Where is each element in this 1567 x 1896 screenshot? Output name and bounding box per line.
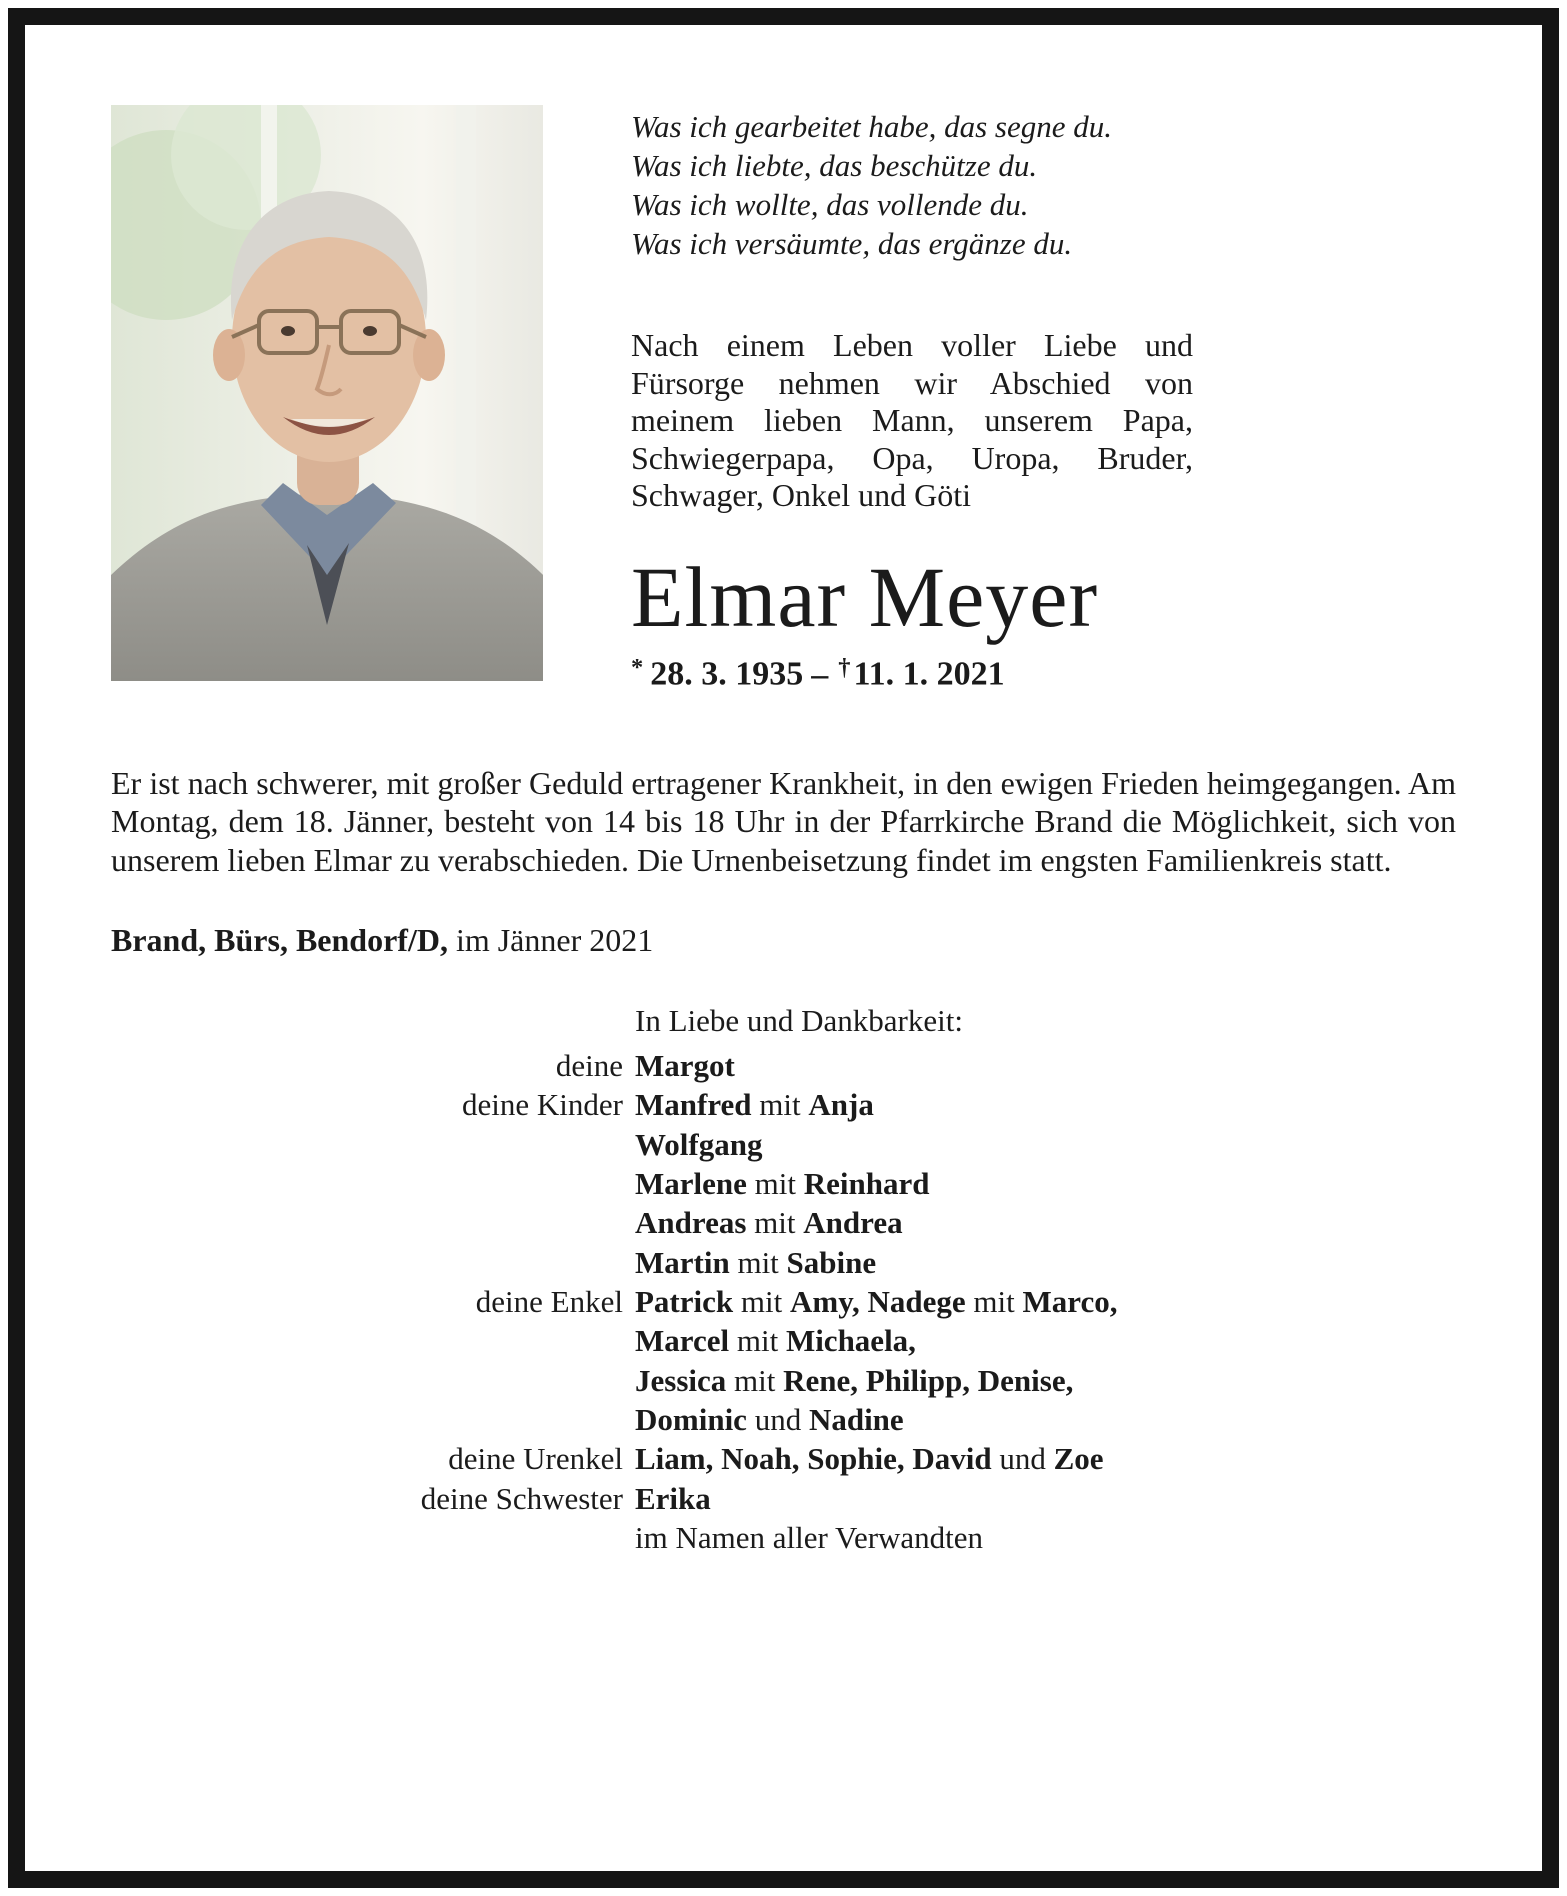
family-row xyxy=(111,1363,1456,1398)
family-relation-label xyxy=(111,1166,623,1201)
family-row xyxy=(111,1127,1456,1162)
family-names: Martin mit Sabine xyxy=(635,1244,877,1280)
family-relation-label xyxy=(111,1402,623,1437)
portrait-photo-illustration xyxy=(111,105,543,681)
family-names: Dominic und Nadine xyxy=(635,1402,904,1438)
life-dates xyxy=(631,654,1193,693)
deceased-name: Elmar Meyer xyxy=(631,549,1099,646)
family-names: Jessica mit Rene, Philipp, Denise, xyxy=(635,1362,1074,1398)
poem-line: Was ich versäumte, das ergänze du. xyxy=(631,226,1073,262)
family-list xyxy=(111,1003,1456,1556)
poem-line: Was ich gearbeitet habe, das segne du. xyxy=(631,109,1112,144)
death-date: 11. 1. 2021 xyxy=(853,655,1005,693)
family-names: Margot xyxy=(635,1048,735,1084)
family-row-intro xyxy=(111,1003,1456,1038)
location-line xyxy=(111,922,1456,959)
family-row xyxy=(111,1323,1456,1358)
family-relation-label: deine Urenkel xyxy=(448,1441,623,1477)
family-relation-label xyxy=(111,1363,623,1398)
obituary-text: Er ist nach schwerer, mit großer Geduld ertragener Krankheit, in den ewigen Frieden heimgegangen. Am Montag, dem 18. Jänner, besteht von 14 bis 18 Uhr in der Pfarrkirche Brand die Möglichkeit, sich von unserem lieben Elmar zu verabschieden. Die Urnenbeisetzung findet im engsten Familienkreis statt. xyxy=(111,764,1456,879)
family-relation-label: deine Kinder xyxy=(462,1087,623,1123)
right-column xyxy=(631,105,1193,694)
family-row-closing xyxy=(111,1520,1456,1555)
poem-line: Was ich wollte, das vollende du. xyxy=(631,187,1029,223)
family-names: Manfred mit Anja xyxy=(635,1087,874,1123)
poem xyxy=(631,107,1193,263)
family-names: Marlene mit Reinhard xyxy=(635,1166,930,1202)
birth-date: 28. 3. 1935 xyxy=(650,655,804,693)
location-date: im Jänner 2021 xyxy=(447,921,654,958)
location-places: Brand, Bürs, Bendorf/D, xyxy=(111,921,448,958)
farewell-text: Nach einem Leben voller Liebe und Fürsorge nehmen wir Abschied von meinem lieben Mann, unserem Papa, Schwiegerpapa, Opa, Uropa, Bruder, Schwager, Onkel und Göti xyxy=(631,327,1193,513)
death-symbol: † xyxy=(838,654,851,682)
portrait-photo xyxy=(111,105,543,681)
family-relation-label: deine Schwester xyxy=(420,1480,623,1516)
family-row xyxy=(111,1481,1456,1516)
family-relation-label xyxy=(111,1520,623,1555)
family-row xyxy=(111,1245,1456,1280)
family-names: Marcel mit Michaela, xyxy=(635,1323,916,1359)
poem-line: Was ich liebte, das beschütze du. xyxy=(631,148,1038,184)
thanks-intro: In Liebe und Dankbarkeit: xyxy=(635,1002,963,1038)
family-relation-label xyxy=(111,1127,623,1162)
family-row xyxy=(111,1284,1456,1319)
family-relation-label xyxy=(111,1003,623,1038)
family-row xyxy=(111,1048,1456,1083)
family-names: Erika xyxy=(635,1480,711,1516)
family-relation-label xyxy=(111,1245,623,1280)
family-relation-label: deine xyxy=(555,1048,623,1084)
family-names: Patrick mit Amy, Nadege mit Marco, xyxy=(635,1284,1118,1320)
family-relation-label: deine Enkel xyxy=(475,1284,623,1320)
family-row xyxy=(111,1205,1456,1240)
family-names: Liam, Noah, Sophie, David und Zoe xyxy=(635,1441,1104,1477)
family-names: Wolfgang xyxy=(635,1126,763,1162)
dates-dash: – xyxy=(811,655,829,693)
family-relation-label xyxy=(111,1323,623,1358)
family-row xyxy=(111,1087,1456,1122)
family-names: Andreas mit Andrea xyxy=(635,1205,903,1241)
closing-line: im Namen aller Verwandten xyxy=(635,1520,984,1556)
top-section xyxy=(111,105,1456,694)
family-relation-label xyxy=(111,1205,623,1240)
page-frame xyxy=(8,8,1559,1888)
family-row xyxy=(111,1402,1456,1437)
family-row xyxy=(111,1441,1456,1476)
family-row xyxy=(111,1166,1456,1201)
birth-symbol: * xyxy=(631,654,644,682)
